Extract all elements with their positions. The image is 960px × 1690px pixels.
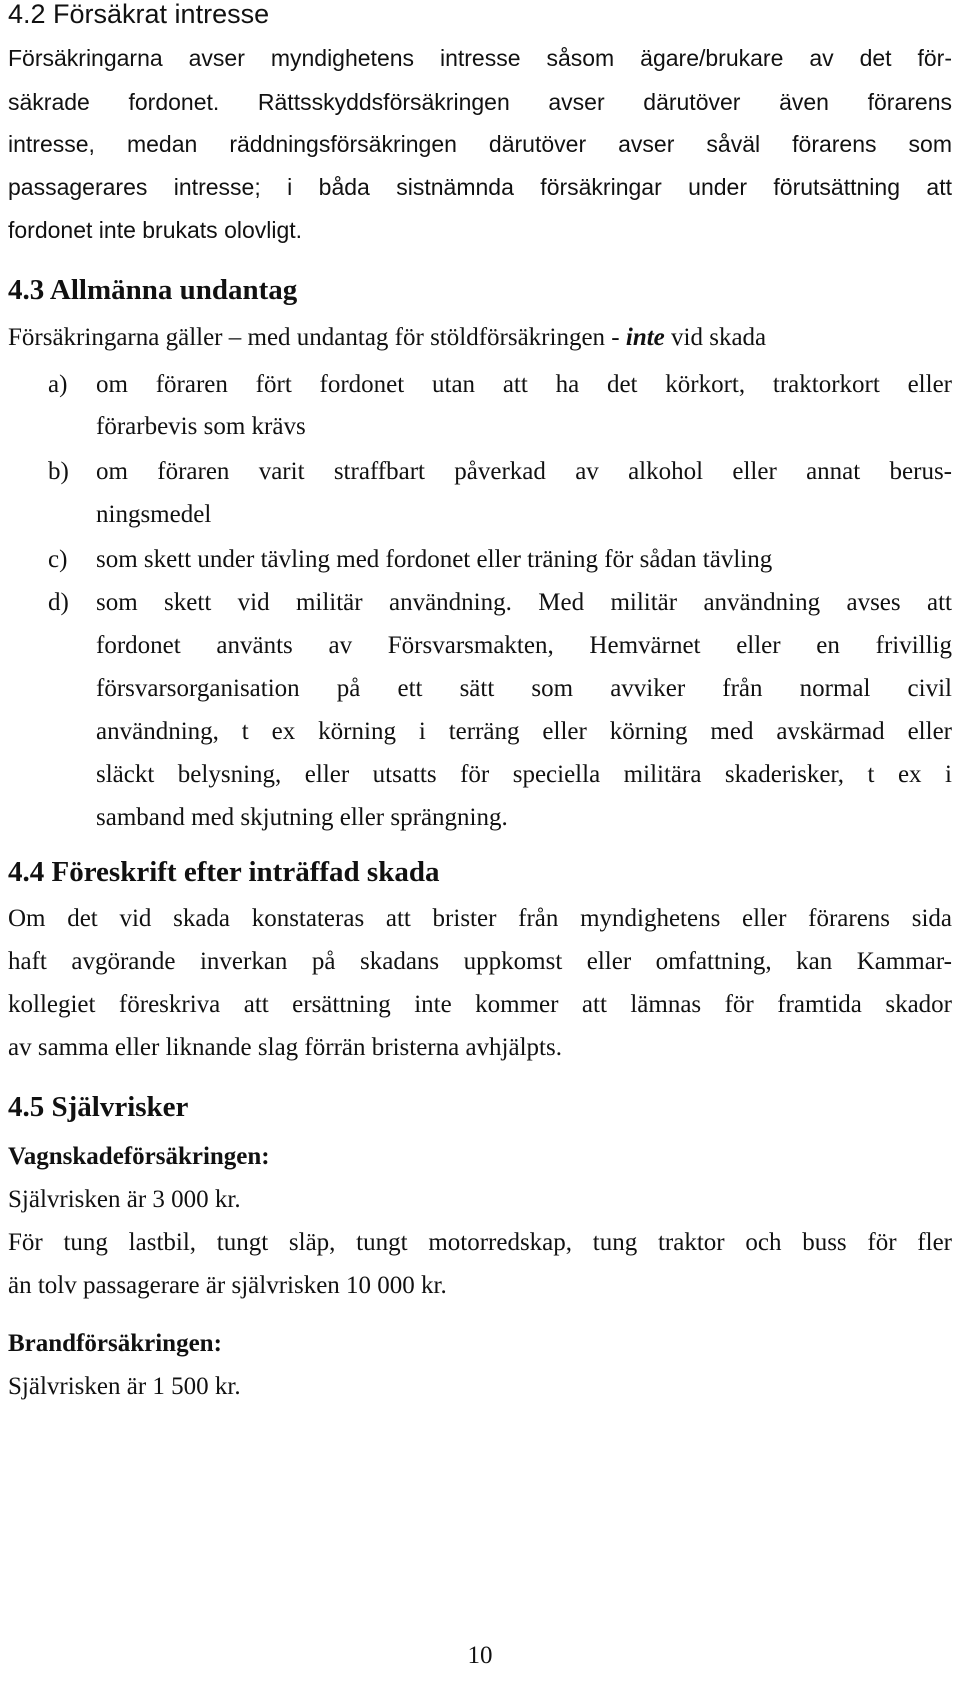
page-number: 10: [467, 1642, 493, 1669]
paragraph-line: kollegiet föreskriva att ersättning inte kommer att lämnas för framtida skador: [8, 991, 952, 1018]
paragraph-line: av samma eller liknande slag förrän bristerna avhjälpts.: [8, 1034, 562, 1061]
list-item-line: fordonet använts av Försvarsmakten, Hemvärnet eller en frivillig: [96, 632, 952, 659]
list-item-line: samband med skjutning eller sprängning.: [96, 804, 508, 831]
list-item-line: förarbevis som krävs: [96, 413, 306, 440]
list-item-line: försvarsorganisation på ett sätt som avviker från normal civil: [96, 675, 952, 702]
paragraph-line: haft avgörande inverkan på skadans uppkomst eller omfattning, kan Kammar-: [8, 948, 952, 975]
paragraph-line: säkrade fordonet. Rättsskyddsförsäkringen avser därutöver även förarens: [8, 89, 952, 115]
list-marker-c: c): [48, 546, 68, 573]
intro-text-end: vid skada: [664, 324, 767, 351]
intro-emphasis: inte: [625, 324, 665, 351]
paragraph-intro: [8, 322, 766, 354]
list-item-line: om föraren varit straffbart påverkad av alkohol eller annat berus-: [96, 458, 952, 485]
paragraph-line: passagerares intresse; i båda sistnämnda försäkringar under förutsättning att: [8, 174, 952, 200]
list-item-line: användning, t ex körning i terräng eller körning med avskärmad eller: [96, 718, 952, 745]
section-heading-4-5: 4.5 Självrisker: [8, 1091, 189, 1123]
section-heading-4-3: 4.3 Allmänna undantag: [8, 274, 298, 306]
list-item-line: om föraren fört fordonet utan att ha det körkort, traktorkort eller: [96, 371, 952, 398]
section-heading-4-2: 4.2 Försäkrat intresse: [8, 0, 270, 29]
list-marker-d: d): [48, 589, 69, 616]
paragraph-line: För tung lastbil, tungt släp, tungt motorredskap, tung traktor och buss för fler: [8, 1229, 952, 1256]
list-item-line: som skett under tävling med fordonet eller träning för sådan tävling: [96, 546, 773, 573]
list-item-line: ningsmedel: [96, 501, 212, 528]
paragraph-line: än tolv passagerare är självrisken 10 000 kr.: [8, 1272, 447, 1299]
paragraph-line: fordonet inte brukats olovligt.: [8, 217, 303, 243]
list-marker-a: a): [48, 371, 68, 398]
paragraph-line: Försäkringarna avser myndighetens intresse såsom ägare/brukare av det för-: [8, 45, 952, 71]
paragraph-line: intresse, medan räddningsförsäkringen därutöver avser såväl förarens som: [8, 131, 952, 157]
paragraph-line: Om det vid skada konstateras att brister från myndighetens eller förarens sida: [8, 905, 952, 932]
section-heading-4-4: 4.4 Föreskrift efter inträffad skada: [8, 856, 440, 888]
paragraph-line: Självrisken är 3 000 kr.: [8, 1186, 241, 1213]
list-item-line: släckt belysning, eller utsatts för speciella militära skaderisker, t ex i: [96, 761, 952, 788]
brand-label: Brandförsäkringen:: [8, 1330, 222, 1357]
list-marker-b: b): [48, 458, 69, 485]
list-item-line: som skett vid militär användning. Med militär användning avses att: [96, 589, 952, 616]
vagnskada-label: Vagnskadeförsäkringen:: [8, 1143, 270, 1170]
paragraph-line: Självrisken är 1 500 kr.: [8, 1373, 241, 1400]
intro-text: Försäkringarna gäller – med undantag för stöldförsäkringen -: [8, 324, 626, 351]
